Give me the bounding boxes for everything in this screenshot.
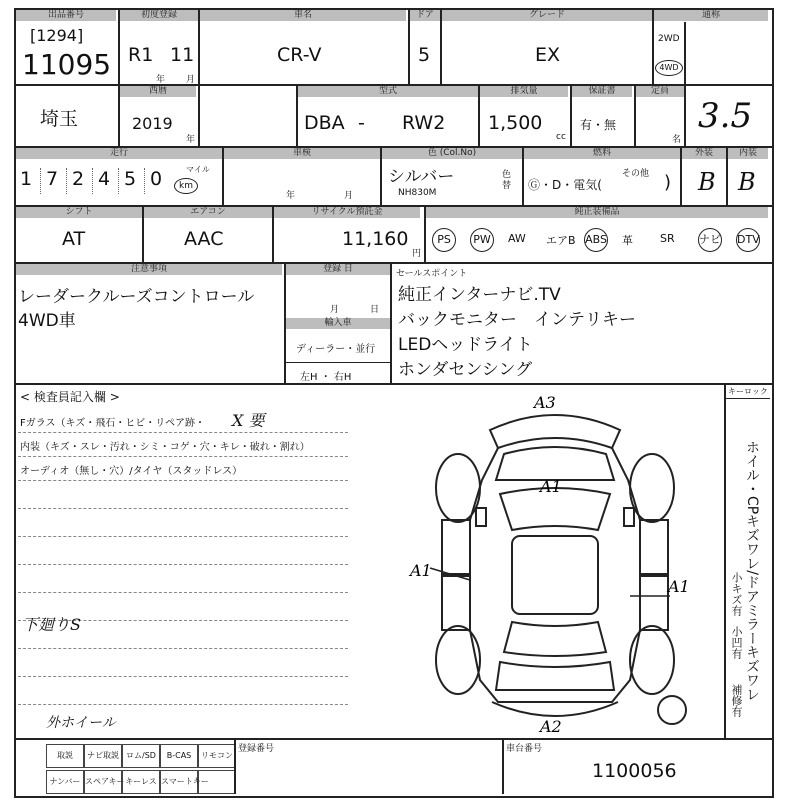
header-import: 輸入車 — [286, 318, 390, 329]
row-divider — [14, 383, 772, 385]
equipment-item: ABS — [584, 228, 608, 252]
tyre-front-right — [630, 454, 674, 522]
dash-line — [18, 648, 348, 649]
exterior-grade: B — [698, 168, 716, 196]
header-year-model: 西暦 — [120, 86, 196, 97]
door-right-front — [640, 520, 668, 574]
header-drive: 通称 — [654, 10, 768, 21]
inspector-line-3: オーディオ（無し・穴）/タイヤ（スタッドレス） — [20, 466, 243, 477]
model-prefix: DBA — [304, 112, 345, 134]
model-code: RW2 — [402, 112, 446, 134]
col-divider — [684, 22, 686, 84]
tyre-rear-left — [436, 626, 480, 694]
side-small-3: 補修有 — [730, 684, 743, 717]
mark-a1-top: A1 — [540, 477, 562, 496]
dash-line — [18, 508, 348, 509]
shift: AT — [62, 228, 86, 250]
mileage-digit-sep — [144, 168, 145, 194]
spare-wheel — [658, 696, 686, 724]
year-label: 2019 — [132, 114, 173, 133]
fuel-other: その他 — [622, 169, 650, 179]
mirror-left — [476, 508, 486, 526]
header-register: 登録 日 — [286, 264, 390, 275]
color-name: シルバー — [388, 167, 455, 187]
handwritten-wheel: 外ホイール — [46, 715, 116, 731]
equipment-item: PW — [470, 228, 494, 252]
header-shift: シフト — [16, 207, 142, 218]
recycle-unit: 円 — [412, 249, 422, 259]
inspector-line-2: 内装（キズ・スレ・汚れ・シミ・コゲ・穴・キレ・破れ・割れ） — [20, 442, 310, 453]
door-right-rear — [640, 576, 668, 630]
bottom-option-cell: スマートキー — [160, 770, 198, 794]
interior-grade: B — [738, 168, 756, 196]
header-interior: 内装 — [728, 148, 768, 159]
side-note: ホイル・CPキズワレ/ドアミラーキズワレ — [744, 440, 760, 701]
bottom-option-cell: キーレス — [122, 770, 160, 794]
color-change: 色替 — [502, 170, 512, 191]
col-divider — [118, 10, 120, 84]
car-name: CR-V — [277, 44, 322, 66]
drive-4wd-circle: 4WD — [655, 60, 683, 76]
mark-a1-right: A1 — [668, 577, 690, 596]
door-left-front — [442, 520, 470, 574]
dash-line — [18, 432, 348, 433]
car-doors: 5 — [418, 44, 431, 66]
car-grade: EX — [535, 44, 561, 66]
import-dealer: ディーラー・並行 — [296, 344, 376, 355]
col-divider — [502, 739, 504, 794]
header-car-name: 車名 — [200, 10, 406, 21]
reg-month: 11 — [170, 44, 195, 66]
displacement-value: 1,500 — [488, 112, 543, 134]
header-reg-no: 登録番号 — [238, 744, 275, 754]
dash-line — [18, 536, 348, 537]
col-divider — [440, 10, 442, 84]
col-divider — [684, 86, 686, 146]
bottom-option-cell — [198, 770, 236, 794]
inspector-line-1: Fガラス（キズ・飛石・ヒビ・リペア跡・ — [20, 418, 206, 429]
mileage-unit-mile: マイル — [186, 165, 210, 174]
header-warranty: 保証書 — [572, 86, 632, 97]
dash-line — [18, 592, 348, 593]
capacity-unit: 名 — [672, 135, 682, 145]
header-key: キーロック — [728, 387, 768, 396]
col-divider — [198, 86, 200, 146]
header-grade: グレード — [442, 10, 652, 21]
header-notes: 注意事項 — [16, 264, 282, 275]
score: 3.5 — [698, 96, 753, 136]
rear-bumper — [492, 702, 618, 716]
bottom-option-cell: ナンバー — [46, 770, 84, 794]
header-sales-points: セールスポイント — [396, 269, 468, 279]
dash-line — [18, 704, 348, 705]
handwritten-undercarriage: 下廻りS — [22, 615, 81, 634]
bottom-option-cell: ロム/SD — [122, 744, 160, 768]
mileage-digit-sep — [66, 168, 67, 194]
fuel-close: ) — [664, 172, 672, 193]
mileage-unit-km: km — [174, 178, 198, 194]
bottom-option-cell: B-CAS — [160, 744, 198, 768]
reg-month-unit: 月 — [186, 75, 196, 85]
inspector-mark: X 要 — [232, 411, 265, 430]
tyre-front-left — [436, 454, 480, 522]
lot-number: 11095 — [22, 48, 112, 81]
bottom-option-cell: 取説 — [46, 744, 84, 768]
side-small-1: 小キズ有 — [730, 572, 743, 616]
header-lot-no: 出品番号 — [16, 10, 116, 21]
recycle-value: 11,160 — [342, 228, 409, 250]
mirror-right — [624, 508, 634, 526]
mark-a2: A2 — [540, 717, 562, 735]
sales-line-2: バックモニター インテリキー — [398, 310, 636, 330]
inspector-title: 検査員記入欄 — [33, 390, 106, 404]
warranty: 有・無 — [580, 118, 617, 132]
mileage-digit-sep — [40, 168, 41, 194]
equipment-item: DTV — [736, 228, 760, 252]
col-divider — [234, 739, 236, 794]
mileage-digit-sep — [92, 168, 93, 194]
tyre-rear-right — [630, 626, 674, 694]
fuel-options: Ⓖ・D・電気( — [528, 178, 602, 192]
header-displacement: 排気量 — [480, 86, 568, 97]
hood — [496, 447, 614, 480]
header-capacity: 定員 — [636, 86, 684, 97]
col-divider — [408, 10, 410, 84]
dash-line — [18, 480, 348, 481]
equipment-item: AW — [508, 232, 526, 245]
sales-line-4: ホンダセンシング — [398, 360, 533, 380]
register-month: 月 — [330, 305, 340, 315]
reg-year-unit: 年 — [156, 75, 166, 85]
dash-line — [18, 564, 348, 565]
equipment-item: PS — [432, 228, 456, 252]
col-divider — [198, 10, 200, 84]
side-small-2: 小凹有 — [730, 626, 743, 659]
notes-line-2: 4WD車 — [18, 311, 76, 331]
model-sep: - — [358, 112, 365, 134]
sales-line-3: LEDヘッドライト — [398, 335, 533, 355]
rear-glass — [504, 622, 606, 656]
header-frame-no: 車台番号 — [506, 744, 543, 754]
row-divider — [14, 738, 772, 740]
bottom-option-cell: リモコン — [198, 744, 236, 768]
mileage-digit: 1 — [20, 168, 33, 190]
header-inspection: 車検 — [224, 148, 380, 159]
header-inspector: < 検査員記入欄 > — [20, 390, 120, 404]
dash-line — [18, 676, 348, 677]
displacement-unit: cc — [556, 132, 566, 142]
header-fuel: 燃料 — [524, 148, 680, 159]
door-left-rear — [442, 576, 470, 630]
header-equipment: 純正装備品 — [426, 207, 768, 218]
header-exterior: 外装 — [682, 148, 726, 159]
register-day: 日 — [370, 305, 380, 315]
mark-a1-left: A1 — [410, 561, 432, 580]
car-diagram — [400, 390, 710, 735]
inspection-month-unit: 月 — [344, 191, 354, 201]
front-bumper — [490, 415, 620, 448]
mileage-digit: 7 — [46, 168, 59, 190]
bottom-option-cell: ナビ取説 — [84, 744, 122, 768]
header-aircon: エアコン — [144, 207, 272, 218]
mileage-digit: 5 — [124, 168, 137, 190]
reg-era: R1 — [128, 44, 154, 66]
roof — [512, 536, 598, 614]
header-recycle: リサイクル預託金 — [274, 207, 420, 218]
mileage-digit: 0 — [150, 168, 163, 190]
color-code: NH830M — [398, 188, 437, 198]
header-model-type: 型式 — [298, 86, 478, 97]
lot-sub: [1294] — [30, 26, 84, 45]
location: 埼玉 — [40, 108, 79, 130]
equipment-item: 革 — [622, 234, 633, 247]
header-year: 初度登録 — [120, 10, 198, 21]
import-hand: 左H ・ 右H — [300, 372, 352, 383]
header-mileage: 走行 — [16, 148, 222, 159]
mark-a3: A3 — [534, 393, 556, 412]
header-doors: ドア — [410, 10, 440, 21]
header-color: 色 (Col.No) — [382, 148, 522, 159]
col-divider — [652, 10, 654, 84]
dash-line — [18, 456, 348, 457]
equipment-item: エアB — [546, 234, 576, 247]
mileage-digit: 2 — [72, 168, 85, 190]
rear-deck — [496, 662, 614, 690]
frame-number: 1100056 — [592, 760, 677, 782]
row-divider — [284, 362, 390, 363]
drive-2wd: 2WD — [658, 34, 680, 44]
inspection-year-unit: 年 — [286, 191, 296, 201]
equipment-item: SR — [660, 232, 675, 245]
mileage-digit: 4 — [98, 168, 111, 190]
aircon: AAC — [184, 228, 224, 250]
bottom-option-cell: スペアキー — [84, 770, 122, 794]
sales-line-1: 純正インターナビ.TV — [398, 285, 561, 305]
equipment-item: ナビ — [698, 228, 722, 252]
col-divider — [390, 264, 392, 383]
notes-line-1: レーダークルーズコントロール — [18, 287, 255, 307]
col-divider — [724, 384, 726, 738]
row-divider — [724, 398, 770, 399]
year-unit: 年 — [186, 135, 196, 145]
mileage-digit-sep — [118, 168, 119, 194]
